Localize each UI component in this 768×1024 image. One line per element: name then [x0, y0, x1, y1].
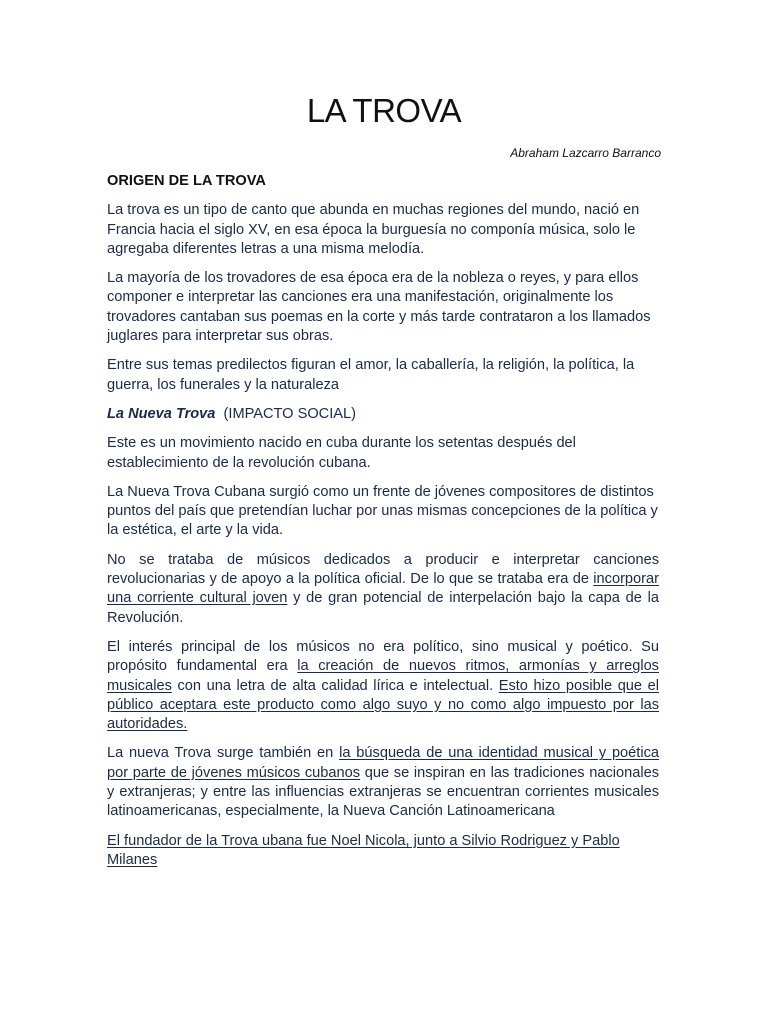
paragraph-4: Este es un movimiento nacido en cuba durante los setentas después del establecimiento de la revolución cubana. [107, 435, 576, 471]
paragraph-8-underlined: la búsqueda de una identidad musical y poética por parte de jóvenes músicos cubanos [107, 745, 659, 781]
paragraph-1: La trova es un tipo de canto que abunda en muchas regiones del mundo, nació en Francia hacia el siglo XV, en esa época la burguesía no componía música, solo le agregaba diferentes letras a una misma melodía. [107, 202, 640, 257]
paragraph-8-text-a: La nueva Trova surge también en [107, 745, 340, 762]
paragraph-7-underlined-1: la creación de nuevos ritmos, armonías y arreglos musicales [107, 658, 659, 694]
paragraph-8 [107, 744, 659, 821]
paragraph-8-text-b: que se inspiran en las tradiciones nacionales y extranjeras; y entre las influencias extranjeras se encuentran corrientes musicales latinoamericanas, especialmente, la Nueva Canción Latinoamericana [107, 764, 659, 820]
paragraph-6-underlined: incorporar una corriente cultural joven [107, 571, 659, 607]
paragraph-7-text-b: con una letra de alta calidad lírica e intelectual. [171, 677, 499, 694]
section-heading-nueva-trova [107, 405, 659, 424]
section-subtitle-impacto: (IMPACTO SOCIAL) [223, 405, 356, 422]
page-title: LA TROVA [306, 92, 462, 129]
paragraph-9: El fundador de la Trova ubana fue Noel Nicola, junto a Silvio Rodriguez y Pablo Milanes [107, 832, 620, 868]
paragraph-6 [107, 551, 659, 628]
paragraph-5: La Nueva Trova Cubana surgió como un frente de jóvenes compositores de distintos puntos del país que pretendían luchar por unas mismas concepciones de la política y la estética, el arte y la vida. [107, 483, 658, 539]
paragraph-7-underlined-2: Esto hizo posible que el público aceptara este producto como algo suyo y no como algo impuesto por las autoridades. [107, 677, 659, 733]
paragraph-3: Entre sus temas predilectos figuran el amor, la caballería, la religión, la política, la guerra, los funerales y la naturaleza [107, 357, 635, 393]
paragraph-7-text-a: El interés principal de los músicos no era político, sino musical y poético. Su propósito fundamental era [107, 638, 659, 675]
document-body [107, 172, 659, 880]
paragraph-6-text-a: No se trataba de músicos dedicados a producir e interpretar canciones revolucionarias y de apoyo a la política oficial. De lo que se trataba era de [107, 551, 659, 588]
author-name: Abraham Lazcarro Barranco [510, 146, 661, 160]
paragraph-7 [107, 638, 659, 734]
paragraph-2: La mayoría de los trovadores de esa época era de la nobleza o reyes, y para ellos componer e interpretar las canciones era una manifestación, originalmente los trovadores cantaban sus poemas en la corte y más tarde contrataron a los llamados juglares para interpretar sus obras. [107, 270, 651, 345]
section-heading-origen: ORIGEN DE LA TROVA [107, 173, 266, 189]
section-title-nueva-trova: La Nueva Trova [107, 405, 216, 422]
paragraph-6-text-b: y de gran potencial de interpelación bajo la capa de la Revolución. [107, 590, 659, 626]
